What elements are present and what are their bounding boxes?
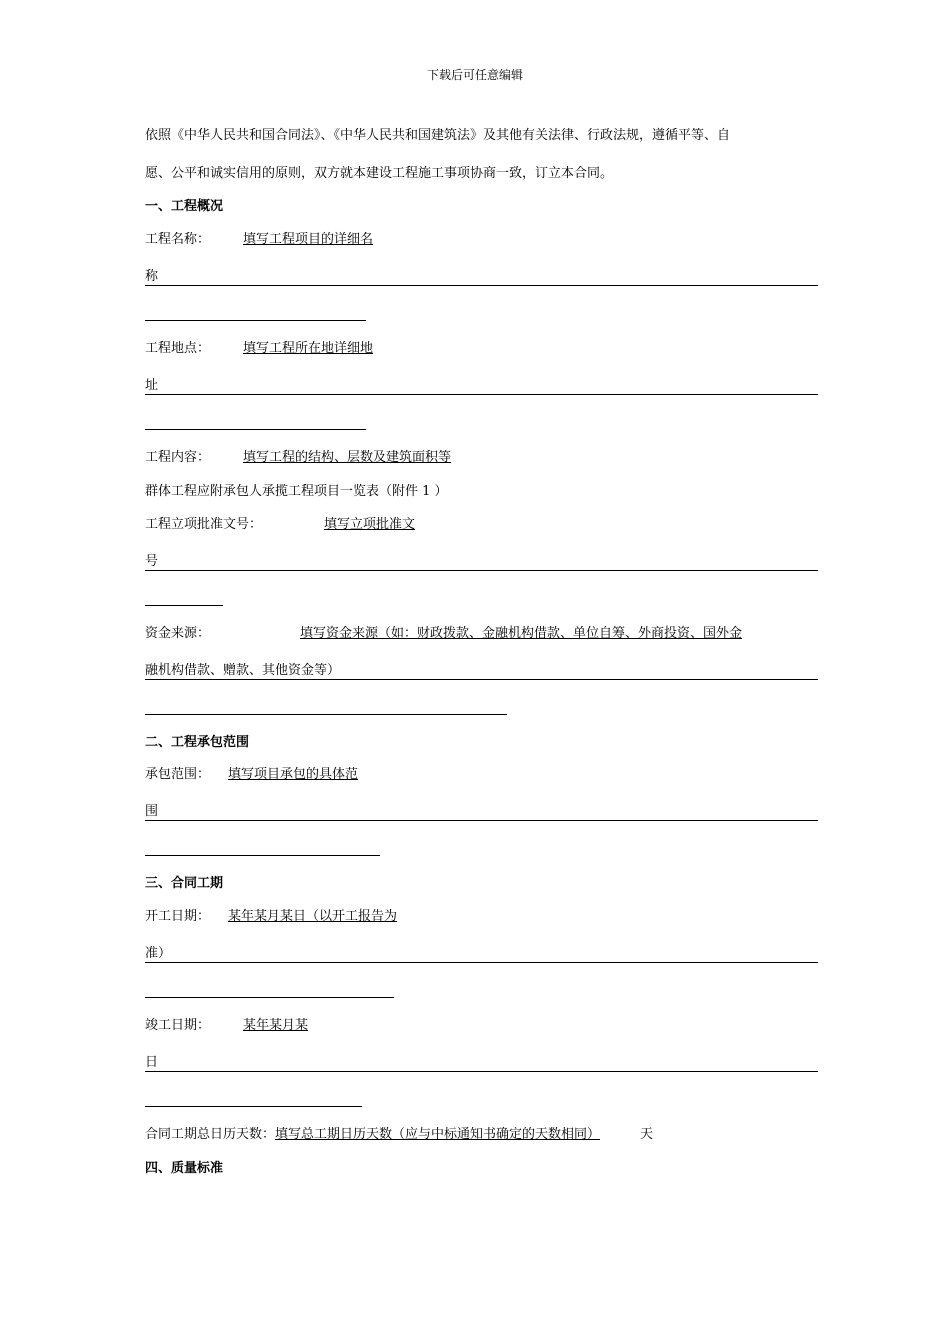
start-date-row — [145, 909, 397, 925]
blank-line — [145, 997, 394, 998]
approval-number-value: 填写立项批准文 — [324, 517, 416, 532]
total-days-unit: 天 — [640, 1127, 654, 1142]
scope-row — [145, 767, 358, 783]
end-date-continuation: 日 — [145, 1055, 818, 1072]
end-date-row — [145, 1018, 308, 1034]
funds-source-continuation: 融机构借款、赠款、其他资金等） — [145, 663, 818, 680]
funds-source-label: 资金来源： — [145, 626, 211, 641]
section-3-title: 三、合同工期 — [145, 876, 224, 891]
section-1-title: 一、工程概况 — [145, 199, 224, 214]
total-days-label: 合同工期总日历天数： — [145, 1127, 276, 1142]
funds-source-row — [145, 626, 742, 642]
project-name-label: 工程名称： — [145, 232, 211, 247]
funds-source-value: 填写资金来源（如：财政拨款、金融机构借款、单位自筹、外商投资、国外金 — [300, 626, 743, 641]
project-content-value: 填写工程的结构、层数及建筑面积等 — [243, 450, 452, 465]
scope-label: 承包范围： — [145, 767, 211, 782]
approval-number-row — [145, 517, 415, 533]
scope-value: 填写项目承包的具体范 — [228, 767, 359, 782]
blank-line — [145, 605, 223, 606]
total-days-row — [145, 1127, 653, 1143]
project-name-continuation: 称 — [145, 269, 818, 286]
total-days-value: 填写总工期日历天数（应与中标通知书确定的天数相同） — [275, 1127, 601, 1142]
project-location-value: 填写工程所在地详细地 — [243, 341, 374, 356]
start-date-continuation: 准） — [145, 946, 818, 963]
blank-line — [145, 855, 380, 856]
group-project-note: 群体工程应附承包人承揽工程项目一览表（附件 1 ） — [145, 484, 448, 499]
project-content-label: 工程内容： — [145, 450, 211, 465]
section-4-title: 四、质量标准 — [145, 1161, 224, 1176]
approval-number-label: 工程立项批准文号： — [145, 517, 263, 532]
approval-number-continuation: 号 — [145, 554, 818, 571]
intro-line-1: 依照《中华人民共和国合同法》、《中华人民共和国建筑法》及其他有关法律、行政法规，遵循平等、自 — [145, 128, 731, 143]
blank-line — [145, 714, 507, 715]
intro-line-2: 愿、公平和诚实信用的原则，双方就本建设工程施工事项协商一致，订立本合同。 — [145, 166, 614, 181]
end-date-label: 竣工日期： — [145, 1018, 211, 1033]
project-location-label: 工程地点： — [145, 341, 211, 356]
project-location-row — [145, 341, 373, 357]
scope-continuation: 围 — [145, 804, 818, 821]
start-date-value: 某年某月某日（以开工报告为 — [228, 909, 398, 924]
section-2-title: 二、工程承包范围 — [145, 735, 250, 750]
project-location-continuation: 址 — [145, 378, 818, 395]
end-date-value: 某年某月某 — [243, 1018, 309, 1033]
blank-line — [145, 1106, 362, 1107]
blank-line — [145, 320, 366, 321]
page-header: 下载后可任意编辑 — [426, 68, 523, 82]
project-content-row — [145, 450, 709, 466]
start-date-label: 开工日期： — [145, 909, 211, 924]
project-name-value: 填写工程项目的详细名 — [243, 232, 374, 247]
project-name-row — [145, 232, 373, 248]
blank-line — [145, 429, 366, 430]
